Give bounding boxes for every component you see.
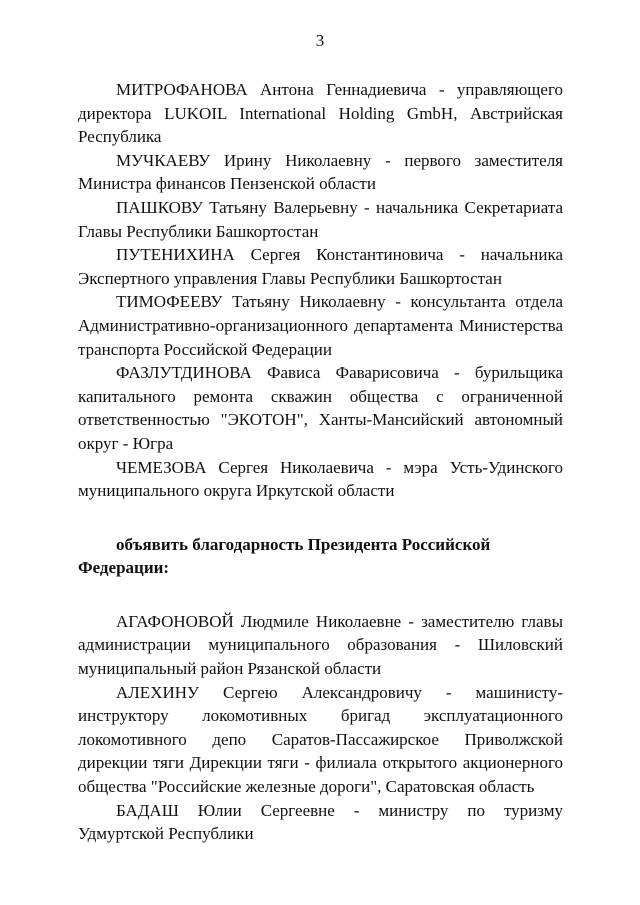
award-entry: ПАШКОВУ Татьяну Валерьевну - начальника Секретариата Главы Республики Башкортостан bbox=[78, 197, 563, 241]
award-entry: ФАЗЛУТДИНОВА Фависа Фаварисовича - бурильщика капитального ремонта скважин общества с ограниченной ответственностью "ЭКОТОН", Ханты-Мансийский автономный округ - Югра bbox=[78, 363, 563, 453]
award-entry: ПУТЕНИХИНА Сергея Константиновича - начальника Экспертного управления Главы Республики Башкортостан bbox=[78, 245, 563, 288]
section-heading: объявить благодарность Президента Российской Федерации: bbox=[78, 534, 491, 578]
page-number: 3 bbox=[315, 31, 325, 50]
award-entry: ТИМОФЕЕВУ Татьяну Николаевну - консультанта отдела Административно-организационного департамента Министерства транспорта Российской Федерации bbox=[78, 292, 563, 359]
award-entry: АГАФОНОВОЙ Людмиле Николаевне - заместителю главы администрации муниципального образования - Шиловский муниципальный район Рязанской области bbox=[78, 611, 563, 679]
award-entry: АЛЕХИНУ Сергею Александровичу - машинисту-инструктору локомотивных бригад эксплуатационного локомотивного депо Саратов-Пассажирское Приволжской дирекции тяги Дирекции тяги - филиала открытого акционерного общества "Российские железные дороги", Саратовская область bbox=[78, 682, 563, 797]
award-entry: ЧЕМЕЗОВА Сергея Николаевича - мэра Усть-Удинского муниципального округа Иркутской области bbox=[78, 457, 563, 501]
award-entry: МУЧКАЕВУ Ирину Николаевну - первого заместителя Министра финансов Пензенской области bbox=[78, 150, 563, 194]
document-body bbox=[78, 78, 563, 846]
award-entry: МИТРОФАНОВА Антона Геннадиевича - управляющего директора LUKOIL International Holding GmbH, Австрийская Республика bbox=[78, 80, 563, 147]
award-entry: БАДАШ Юлии Сергеевне - министру по туризму Удмуртской Республики bbox=[78, 800, 563, 844]
